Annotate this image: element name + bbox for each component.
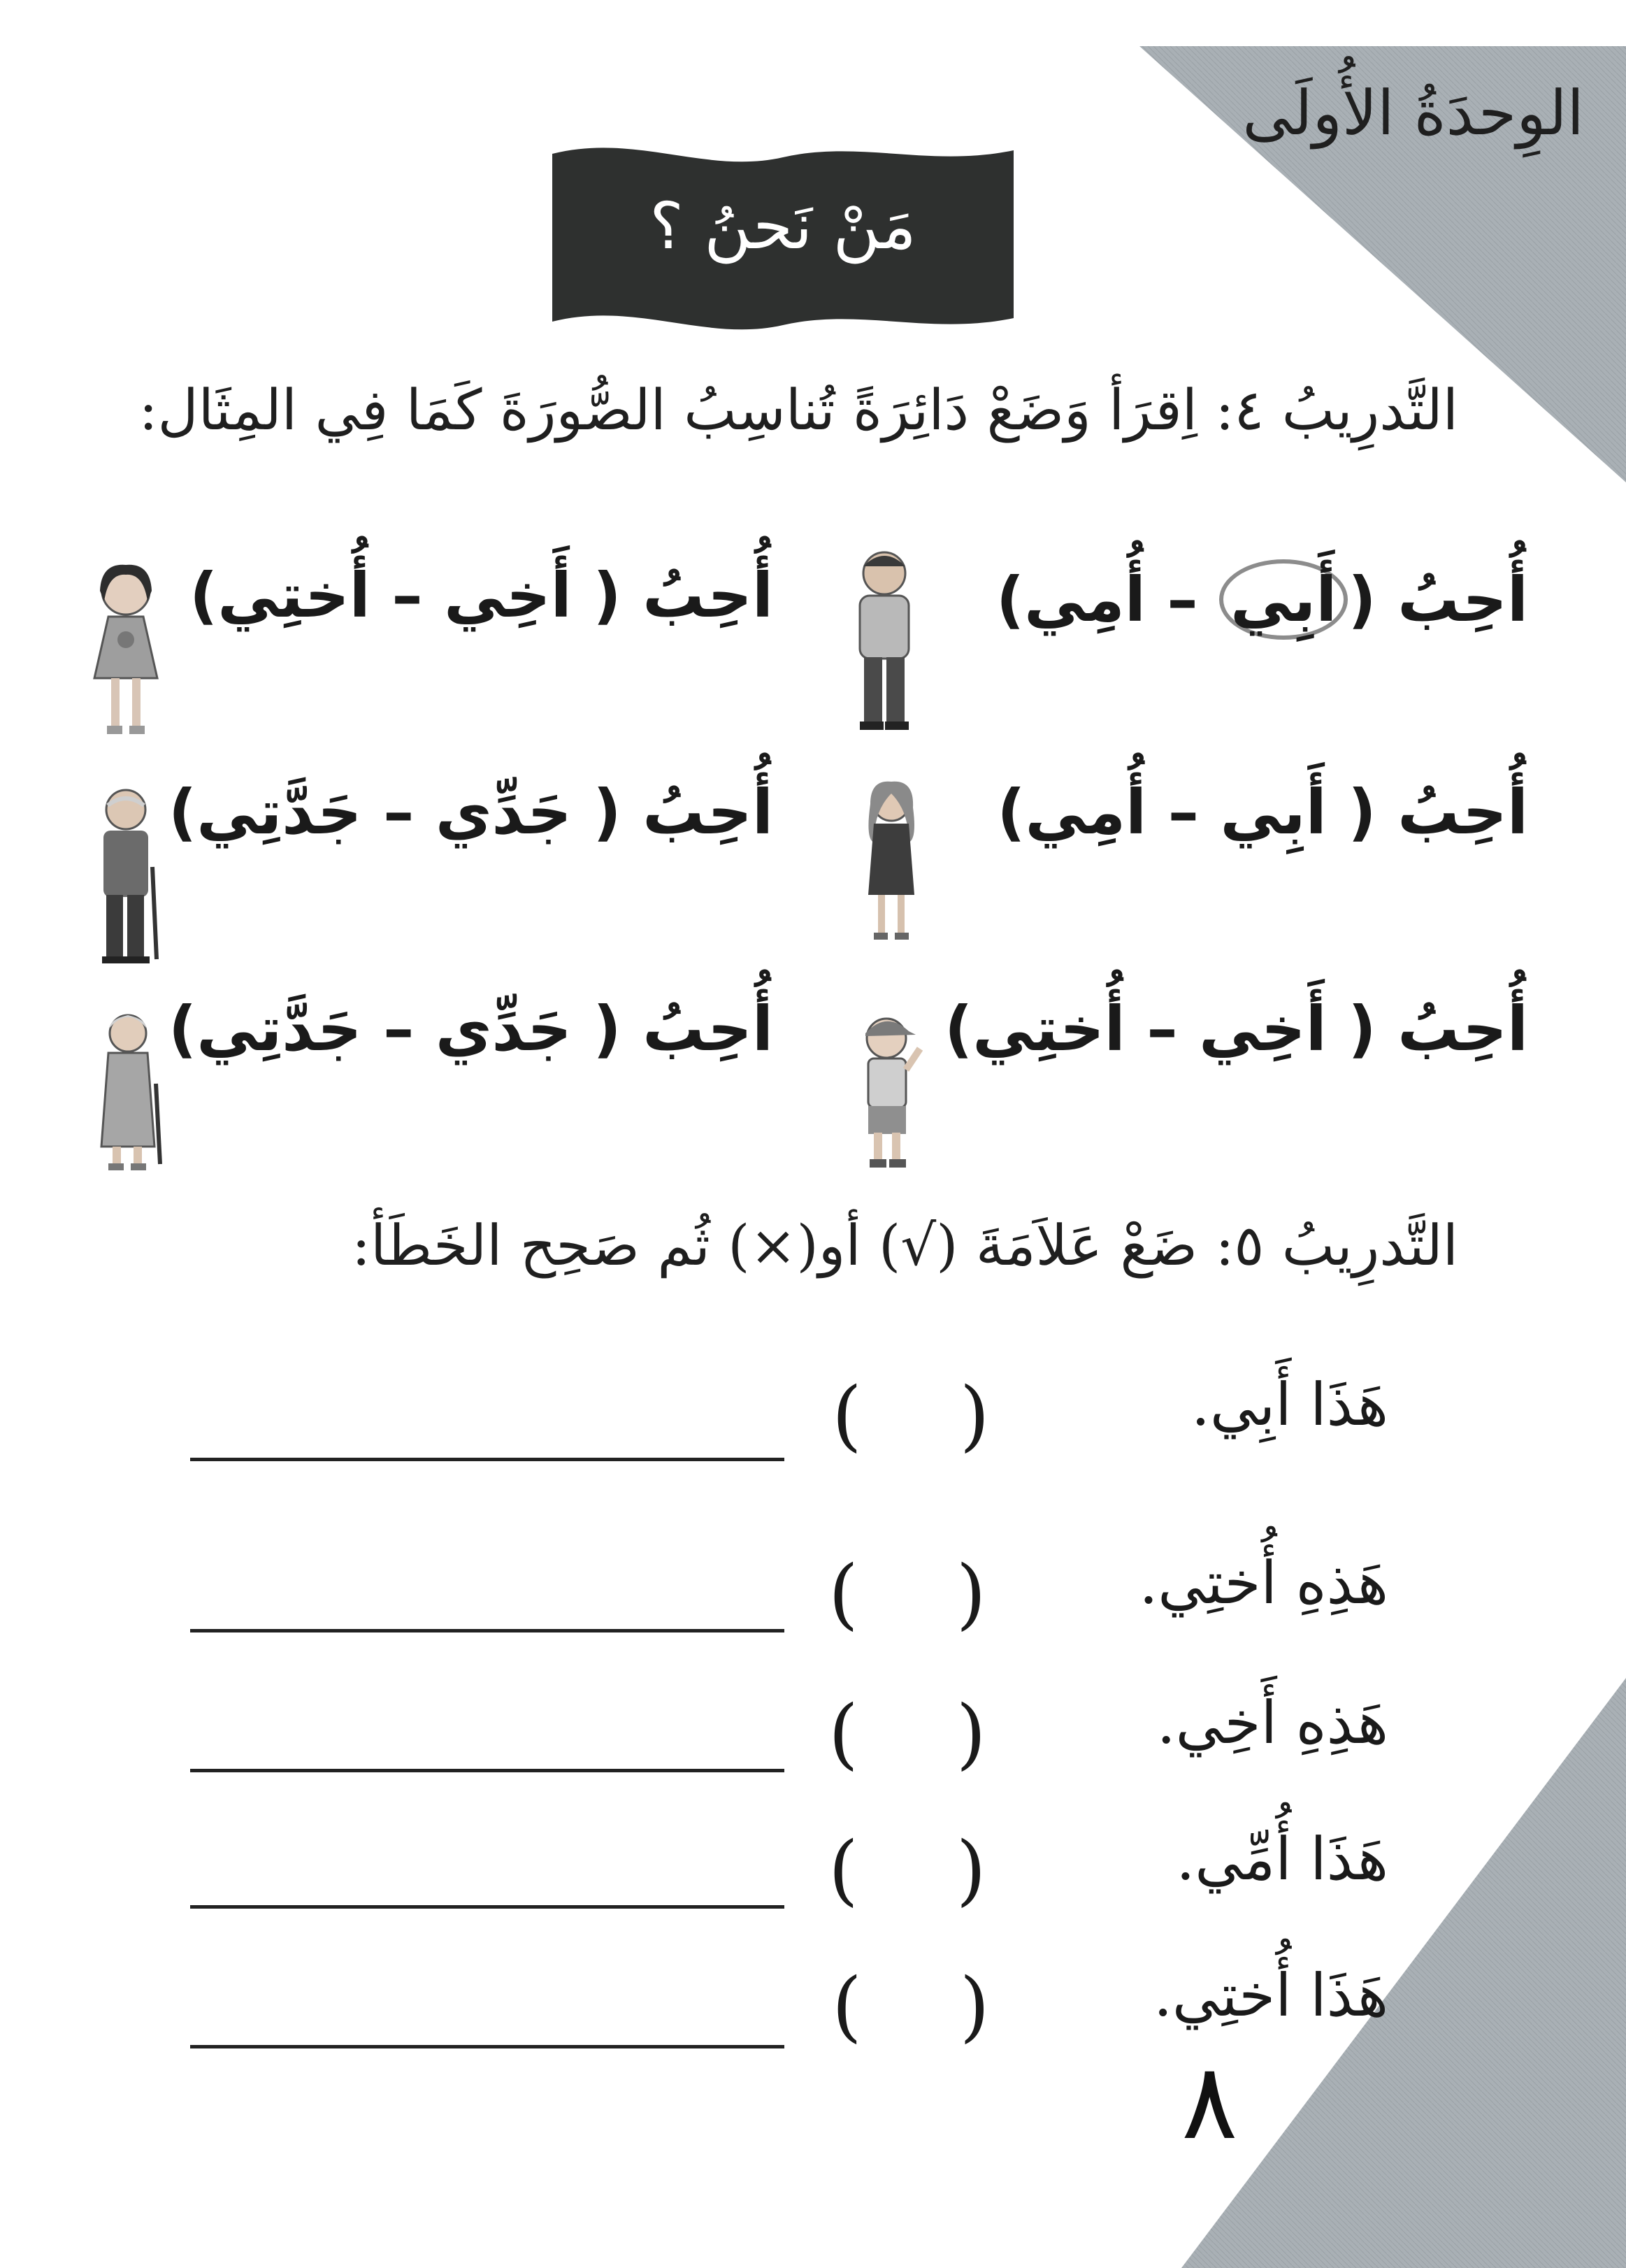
tf-answer-box-2[interactable]: ( ) <box>828 1549 986 1638</box>
row1-right-option1-circled[interactable]: أَبِي <box>1219 559 1348 640</box>
row2-right-option1[interactable]: أَبِي <box>1220 776 1327 848</box>
row2-left-option1[interactable]: جَدِّي <box>435 776 572 848</box>
row3-right-prefix: أُحِبُ <box>1397 993 1528 1065</box>
row3-left-sentence: أُحِبُ ( جَدِّي – جَدَّتِي) <box>168 993 773 1065</box>
row2-right-prefix: أُحِبُ <box>1397 776 1528 848</box>
row2-left-sentence: أُحِبُ ( جَدِّي – جَدَّتِي) <box>168 776 773 848</box>
correction-line-3[interactable] <box>190 1769 784 1772</box>
tf-sentence-2: هَذِهِ أُختِي. <box>1139 1549 1388 1617</box>
correction-line-5[interactable] <box>190 2045 784 2048</box>
tf-answer-box-3[interactable]: ( ) <box>828 1688 986 1778</box>
page-number: ٨ <box>1181 2041 1238 2163</box>
row3-right-option2[interactable]: أُختِي <box>972 993 1125 1065</box>
exercise5-instruction: التَّدرِيبُ ٥: ضَعْ عَلاَمَةَ (√) أو(×) ثُم صَحِح الخَطَأ: <box>352 1213 1458 1278</box>
unit-title: الوِحدَةُ الأُولَى <box>1242 77 1584 149</box>
row1-left-option1[interactable]: أَخِي <box>444 559 572 631</box>
row1-right-sentence: أُحِبُ (أَبِي – أُمِي) <box>996 559 1528 640</box>
mother-icon <box>853 776 930 944</box>
grandmother-icon <box>87 1007 171 1175</box>
tf-sentence-1: هَذَا أَبِي. <box>1191 1370 1388 1439</box>
correction-line-1[interactable] <box>190 1458 784 1461</box>
correction-line-2[interactable] <box>190 1629 784 1632</box>
exercise4-instruction: التَّدرِيبُ ٤: اِقرَأ وَضَعْ دَائِرَةً تُناسِبُ الصُّورَةَ كَمَا فِي المِثَال: <box>138 378 1458 443</box>
row1-left-sentence: أُحِبُ ( أَخِي – أُختِي) <box>189 559 773 631</box>
row2-right-option2[interactable]: أُمِي <box>1025 776 1147 848</box>
tf-sentence-4: هَذَا أُمِّي. <box>1176 1825 1388 1893</box>
row1-left-option2[interactable]: أُختِي <box>217 559 370 631</box>
row3-right-option1[interactable]: أَخِي <box>1199 993 1327 1065</box>
row2-left-option2[interactable]: جَدَّتِي <box>196 776 362 848</box>
row1-right-prefix: أُحِبُ <box>1397 564 1528 636</box>
row2-right-sentence: أُحِبُ ( أَبِي – أُمِي) <box>997 776 1528 848</box>
tf-answer-box-5[interactable]: ( ) <box>832 1961 990 2051</box>
banner-title: مَنْ نَحنُ ؟ <box>649 189 916 264</box>
row2-left-prefix: أُحِبُ <box>642 776 773 848</box>
row3-right-sentence: أُحِبُ ( أَخِي – أُختِي) <box>944 993 1528 1065</box>
row1-left-prefix: أُحِبُ <box>642 559 773 631</box>
tf-answer-box-4[interactable]: ( ) <box>828 1825 986 1914</box>
row3-left-option2[interactable]: جَدَّتِي <box>196 993 362 1065</box>
row3-left-prefix: أُحِبُ <box>642 993 773 1065</box>
correction-line-4[interactable] <box>190 1905 784 1909</box>
row1-right-option2[interactable]: أُمِي <box>1024 564 1146 636</box>
boy-icon <box>846 1007 930 1175</box>
tf-answer-box-1[interactable]: ( ) <box>832 1370 990 1460</box>
grandfather-icon <box>84 783 168 965</box>
girl-icon <box>80 559 171 741</box>
row3-left-option1[interactable]: جَدِّي <box>435 993 572 1065</box>
tf-sentence-3: هَذِهِ أَخِي. <box>1156 1688 1388 1757</box>
tf-sentence-5: هَذَا أُختِي. <box>1153 1961 1388 2030</box>
father-icon <box>839 545 930 734</box>
